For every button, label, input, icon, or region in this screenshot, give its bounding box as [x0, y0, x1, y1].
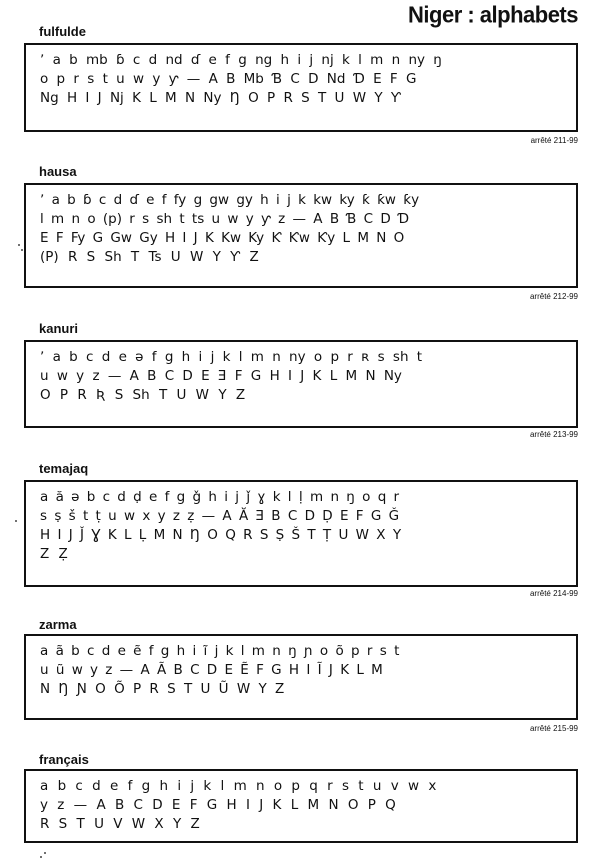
- alphabet-box: [24, 480, 578, 587]
- alphabet-box: [24, 340, 578, 428]
- decree-reference: arrêté 214-99: [529, 589, 578, 598]
- letter-row: Z Ẓ: [40, 546, 68, 562]
- letter-row: y z — A B C D E F G H I J K L M N O P Q: [40, 797, 396, 813]
- letter-row: H I J J̌ Ɣ K L Ḷ M N Ŋ O Q R S Ṣ Š T Ṭ U W X Y: [40, 527, 402, 543]
- decree-reference: arrêté 215-99: [529, 724, 578, 733]
- letter-row: a ă ǝ b c d ḍ e f g ǧ h i j ǰ ɣ k l ḷ m n ŋ o q r: [40, 489, 400, 505]
- alphabet-box: [24, 43, 578, 132]
- letter-row: s ṣ š t ṭ u w x y z ẓ — A Ă Ǝ B C D Ḍ E F G Ǧ: [40, 508, 400, 524]
- letter-row: l m n o (p) r s sh t ts u w y ƴ z — A B Ɓ C D Ɗ: [40, 211, 410, 227]
- section-label: fulfulde: [39, 24, 86, 39]
- letter-row: Ng H I J Nj K L M N Ny Ŋ O P R S T U W Y Ƴ: [40, 90, 401, 106]
- page-title: Niger : alphabets: [408, 1, 578, 28]
- decree-reference: arrêté 211-99: [530, 136, 578, 145]
- letter-row: ʼ a b c d e ǝ f g h i j k l m n ny o p r ʀ s sh t: [40, 349, 423, 365]
- letter-row: a b c d e f g h i j k l m n o p q r s t u v w x: [40, 778, 437, 794]
- section-label: temajaq: [39, 461, 89, 476]
- decree-reference: arrêté 212-99: [529, 292, 578, 301]
- scan-speck: [15, 520, 17, 522]
- letter-row: a ã b c d e ẽ f g h i ĩ j k l m n ŋ ɲ o õ p r s t: [40, 643, 400, 659]
- alphabet-box: [24, 634, 578, 720]
- scan-speck: [18, 244, 20, 246]
- letter-row: N Ŋ Ɲ O Õ P R S T U Ũ W Y Z: [40, 681, 285, 697]
- scan-speck: [21, 249, 23, 251]
- letter-row: u ũ w y z — A Ã B C D E Ẽ F G H I Ĩ J K L M: [40, 662, 383, 678]
- alphabet-box: [24, 183, 578, 288]
- alphabet-box: [24, 769, 578, 843]
- section-label: zarma: [39, 617, 77, 632]
- scan-speck: [44, 852, 46, 854]
- letter-row: u w y z — A B C D E Ǝ F G H I J K L M N Ny: [40, 368, 402, 384]
- letter-row: R S T U V W X Y Z: [40, 816, 200, 832]
- section-label: kanuri: [39, 321, 79, 336]
- letter-row: ʼ a b ɓ c d ɗ e f fy g gw gy h i j k kw ky ƙ ƙw ƙy: [40, 192, 420, 208]
- letter-row: ʼ a b mb ɓ c d nd ɗ e f g ng h i j nj k l m n ny ŋ: [40, 52, 442, 68]
- letter-row: O P R Ʀ S Sh T U W Y Z: [40, 387, 246, 403]
- letter-row: (P) R S Sh T Ts U W Y Ƴ Z: [40, 249, 259, 265]
- scan-speck: [40, 856, 42, 858]
- letter-row: o p r s t u w y ƴ — A B Mb Ɓ C D Nd Ɗ E F G: [40, 71, 417, 87]
- section-label: hausa: [39, 164, 77, 179]
- letter-row: E F Fy G Gw Gy H I J K Kw Ky Ƙ Ƙw Ƙy L M N O: [40, 230, 405, 246]
- decree-reference: arrêté 213-99: [529, 430, 578, 439]
- section-label: français: [39, 752, 89, 767]
